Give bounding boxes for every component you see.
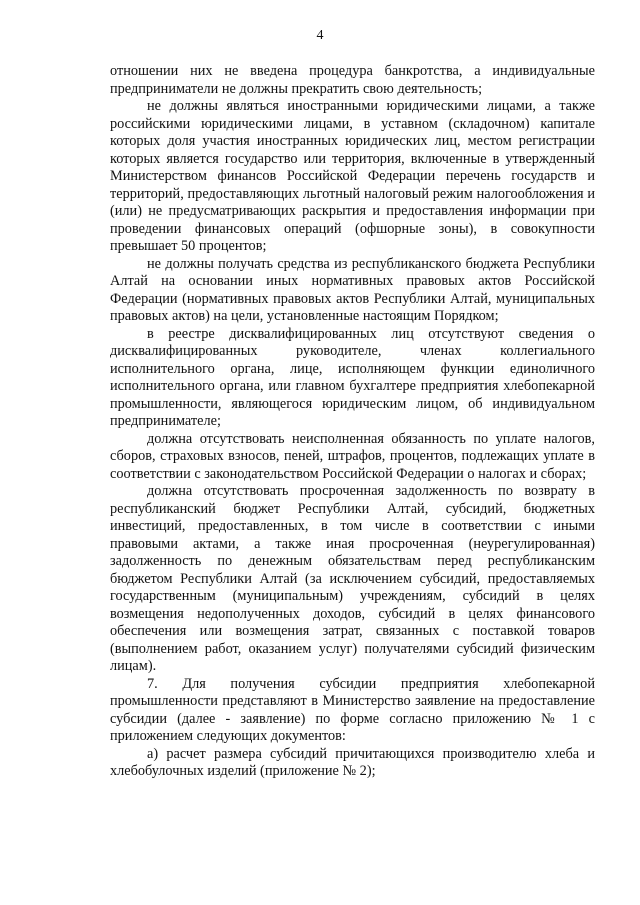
page-number: 4 — [316, 28, 324, 43]
paragraph-item-7: 7. Для получения субсидии предприятия хлебопекарной промышленности представляют в Министерство заявление на предоставление субсидии (далее - заявление) по форме согласно приложению № 1 с приложением следующих документов: — [110, 675, 595, 744]
paragraph-disqualified-registry: в реестре дисквалифицированных лиц отсутствуют сведения о дисквалифицированных руководителе, членах коллегиального исполнительного органа, лице, исполняющем функции единоличного исполнительного органа, или главном бухгалтере предприятия хлебопекарной промышленности, являющегося юридическим лицом, об индивидуальном предпринимателе; — [110, 325, 595, 429]
paragraph-budget-funds: не должны получать средства из республиканского бюджета Республики Алтай на основании иных нормативных правовых актов Российской Федерации (нормативных правовых актов Республики Алтай, муниципальных правовых актов) на цели, установленные настоящим Порядком; — [110, 255, 595, 324]
paragraph-tax-obligations: должна отсутствовать неисполненная обязанность по уплате налогов, сборов, страховых взносов, пеней, штрафов, процентов, подлежащих уплате в соответствии с законодательством Российской Федерации о налогах и сборах; — [110, 430, 595, 482]
paragraph-foreign-entities: не должны являться иностранными юридическими лицами, а также российскими юридическими лицами, в уставном (складочном) капитале которых доля участия иностранных юридических лиц, местом регистрации которых является государство или территория, включенные в утвержденный Министерством финансов Российской Федерации перечень государств и территорий, предоставляющих льготный налоговый режим налогообложения и (или) не предусматривающих раскрытия и предоставления информации при проведении финансовых операций (офшорные зоны), в совокупности превышает 50 процентов; — [110, 98, 595, 254]
document-body — [110, 63, 595, 781]
paragraph-item-7a: а) расчет размера субсидий причитающихся производителю хлеба и хлебобулочных изделий (приложение № 2); — [110, 745, 595, 779]
paragraph-overdue-debt: должна отсутствовать просроченная задолженность по возврату в республиканский бюджет Республики Алтай, субсидий, бюджетных инвестиций, предоставленных, в том числе в соответствии с иными правовыми актами, а также иная просроченная (неурегулированная) задолженность по денежным обязательствам перед республиканским бюджетом Республики Алтай (за исключением субсидий, предоставляемых государственным (муниципальным) учреждениям, субсидий в целях возмещения недополученных доходов, субсидий в целях финансового обеспечения или возмещения затрат, связанных с поставкой товаров (выполнением работ, оказанием услуг) получателями субсидий физическим лицам). — [110, 483, 595, 674]
paragraph-continuation: отношении них не введена процедура банкротства, а индивидуальные предприниматели не должны прекратить свою деятельность; — [110, 63, 595, 97]
